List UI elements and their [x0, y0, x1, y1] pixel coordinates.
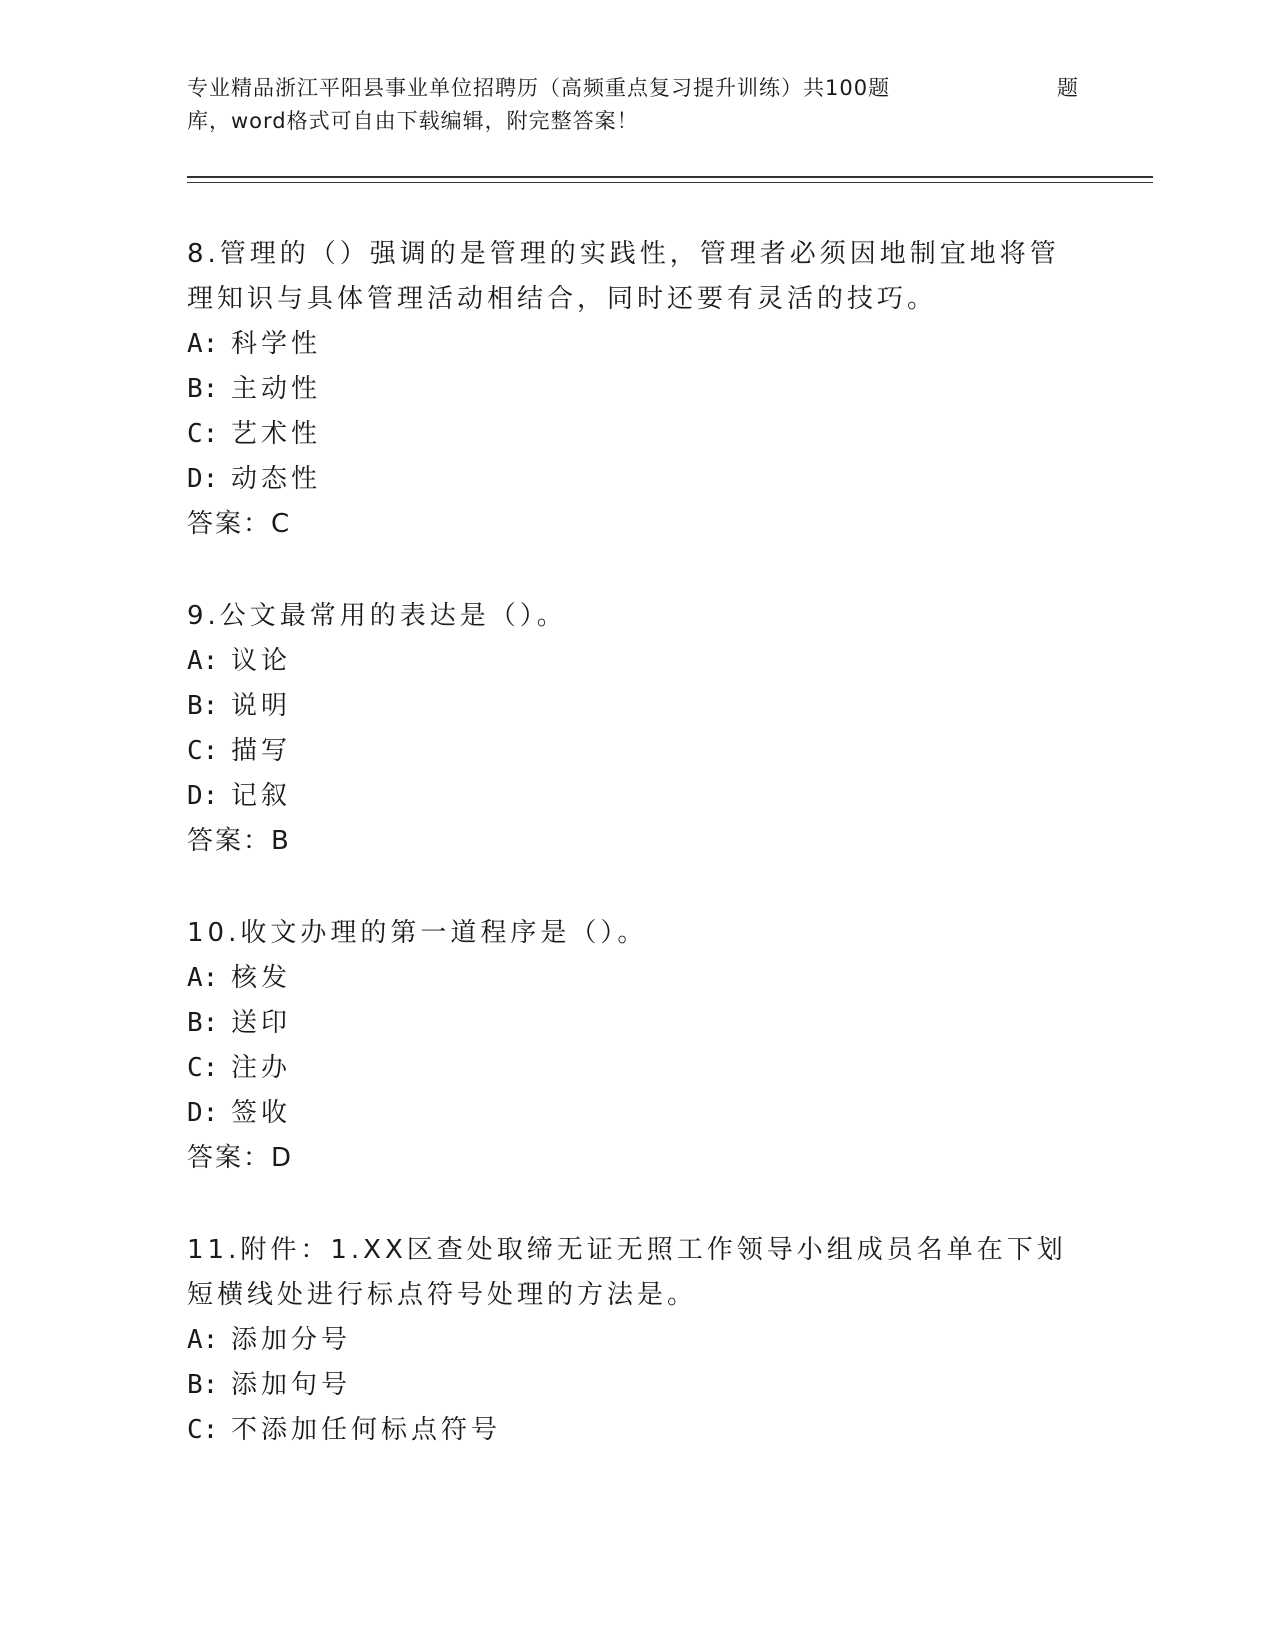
option-b	[187, 367, 1087, 412]
header-title: 专业精品浙江平阳县事业单位招聘历（高频重点复习提升训练）共100题	[187, 76, 891, 100]
option-text: 艺术性	[231, 419, 322, 449]
option-letter: D:	[187, 1098, 219, 1128]
question-text: 11.附件：1.XX区查处取缔无证无照工作领导小组成员名单在下划短横线处进行标点符号处理的方法是。	[187, 1235, 1067, 1310]
answer-line: 答案：D	[187, 1143, 294, 1173]
option-text: 记叙	[231, 781, 292, 811]
option-text: 不添加任何标点符号	[231, 1415, 502, 1445]
option-letter: C:	[187, 1415, 219, 1445]
option-letter: B:	[187, 1008, 219, 1038]
option-text: 签收	[231, 1098, 292, 1128]
option-letter: C:	[187, 736, 219, 766]
option-text: 议论	[231, 646, 292, 676]
option-letter: C:	[187, 1053, 219, 1083]
option-letter: D:	[187, 464, 219, 494]
option-text: 科学性	[231, 329, 322, 359]
option-c	[187, 729, 1087, 774]
option-letter: D:	[187, 781, 219, 811]
header-line-1	[187, 72, 1087, 105]
option-a	[187, 639, 1087, 684]
option-letter: A:	[187, 646, 219, 676]
question-text: 10.收文办理的第一道程序是（）。	[187, 918, 648, 948]
option-b	[187, 1363, 1087, 1408]
question-8	[187, 232, 1087, 547]
option-letter: A:	[187, 963, 219, 993]
option-b	[187, 684, 1087, 729]
option-d	[187, 457, 1087, 502]
question-9	[187, 594, 1087, 864]
option-letter: B:	[187, 691, 219, 721]
option-a	[187, 322, 1087, 367]
header-divider-thick	[187, 176, 1153, 178]
option-c	[187, 412, 1087, 457]
option-b	[187, 1001, 1087, 1046]
header-title-tail: 题	[1057, 76, 1079, 100]
option-letter: A:	[187, 1325, 219, 1355]
option-text: 描写	[231, 736, 292, 766]
option-c	[187, 1046, 1087, 1091]
question-text: 9.公文最常用的表达是（）。	[187, 601, 567, 631]
option-d	[187, 774, 1087, 819]
option-text: 添加句号	[231, 1370, 352, 1400]
option-text: 注办	[231, 1053, 292, 1083]
option-text: 说明	[231, 691, 292, 721]
page-header	[187, 72, 1087, 138]
option-text: 送印	[231, 1008, 292, 1038]
option-d	[187, 1091, 1087, 1136]
header-divider-thin	[187, 182, 1153, 183]
option-a	[187, 1318, 1087, 1363]
option-a	[187, 956, 1087, 1001]
question-list	[187, 232, 1087, 1500]
question-11	[187, 1228, 1087, 1453]
option-letter: C:	[187, 419, 219, 449]
question-10	[187, 911, 1087, 1181]
option-text: 主动性	[231, 374, 322, 404]
question-text: 8.管理的（）强调的是管理的实践性，管理者必须因地制宜地将管理知识与具体管理活动相结合，同时还要有灵活的技巧。	[187, 239, 1060, 314]
header-line-2: 库，word格式可自由下载编辑，附完整答案！	[187, 109, 639, 133]
option-text: 动态性	[231, 464, 322, 494]
answer-line: 答案：B	[187, 826, 291, 856]
option-letter: B:	[187, 1370, 219, 1400]
option-letter: B:	[187, 374, 219, 404]
answer-line: 答案：C	[187, 509, 292, 539]
option-c	[187, 1408, 1087, 1453]
option-text: 添加分号	[231, 1325, 352, 1355]
option-letter: A:	[187, 329, 219, 359]
option-text: 核发	[231, 963, 292, 993]
